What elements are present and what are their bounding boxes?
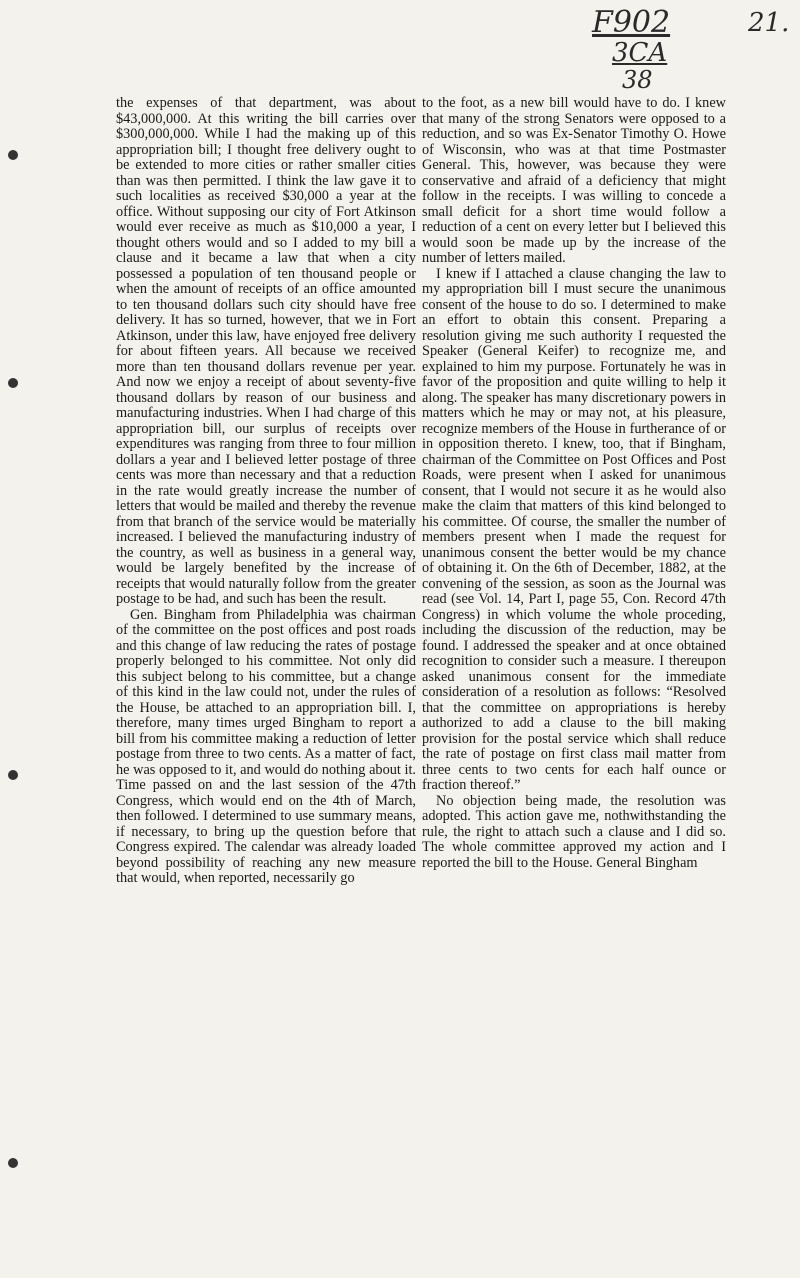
handwritten-code: F902 xyxy=(592,5,671,40)
paragraph: to the foot, as a new bill would have to do. I knew that many of the strong Senators were opposed to a reduction, and so was Ex-Senator Timothy O. Howe of Wisconsin, who was at that time Postmaster General. This, however, was because they were conservative and afraid of a deficiency that might follow in the receipts. I was willing to concede a small deficit for a short time would follow a reduction of a cent on every letter but I believed this would soon be made up by the increase of the number of letters mailed. xyxy=(422,95,726,266)
handwritten-subcode: 3CA xyxy=(612,38,668,68)
handwritten-folio: 38 xyxy=(622,66,653,94)
right-text-column xyxy=(422,96,726,871)
paragraph: I knew if I attached a clause changing the law to my appropriation bill I must secure the unanimous consent of the house to do so. I determined to make an effort to obtain this consent. Preparing a resolution giving me such authority I requested the Speaker (General Keifer) to recognize me, and explained to him my purpose. Fortunately he was in favor of the proposition and quite willing to help it along. The speaker has many discretionary powers in matters which he may or may not, at his pleasure, recognize members of the House in furtherance of or in opposition thereto. I knew, too, that if Bingham, chairman of the Committee on Post Offices and Post Roads, were present when I asked for unanimous consent, that I would not secure it as he would also make the claim that matters of this kind belonged to his committee. Of course, the smaller the number of members present when I made the request for unanimous consent the better would be my chance of obtaining it. On the 6th of December, 1882, at the convening of the session, as soon as the Journal was read (see Vol. 14, Part I, page 55, Con. Record 47th Congress) in which volume the whole proceding, including the discussion of the reduction, may be found. I addressed the speaker and at once obtained recognition to consider such a measure. I thereupon asked unanimous consent for the immediate consideration of a resolution as follows: “Resolved that the committee on appropriations is hereby authorized to add a clause to the bill making provision for the postal service which shall reduce the rate of postage on first class mail matter from three cents to two cents for each half ounce or fraction thereof.” xyxy=(422,265,726,793)
paragraph: No objection being made, the resolution was adopted. This action gave me, nothwithstanding the rule, the right to attach such a clause and I did so. The whole committee approved my action and I reported the bill to the House. General Bingham xyxy=(422,792,726,871)
punch-hole-mark xyxy=(8,150,18,160)
punch-hole-mark xyxy=(8,378,18,388)
page-number: 21. xyxy=(748,8,790,38)
punch-hole-mark xyxy=(8,770,18,780)
punch-hole-mark xyxy=(8,1158,18,1168)
paragraph: Gen. Bingham from Philadelphia was chairman of the committee on the post offices and post roads and this change of law reducing the rates of postage properly belonged to his committee. Not only did this subject belong to his committee, but a change of this kind in the law could not, under the rules of the House, be attached to an appropriation bill. I, therefore, many times urged Bingham to report a bill from his committee making a reduction of letter postage from three to two cents. As a matter of fact, he was opposed to it, and would do nothing about it. Time passed on and the last session of the 47th Congress, which would end on the 4th of March, then followed. I determined to use summary means, if necessary, to bring up the question before that Congress expired. The calendar was already loaded beyond possibility of reaching any new measure that would, when reported, necessarily go xyxy=(116,606,416,886)
paragraph: the expenses of that department, was about $43,000,000. At this writing the bill carries over $300,000,000. While I had the making up of this appropriation bill; I thought free delivery ought to be extended to more cities or rather smaller cities than was then permitted. I think the law gave it to such localities as received $30,000 a year at the office. Without supposing our city of Fort Atkinson would ever receive as much as $10,000 a year, I thought others would and so I added to my bill a clause and it became a law that when a city possessed a population of ten thousand people or when the amount of receipts of an office amounted to ten thousand dollars such city should have free delivery. It has so turned, however, that we in Fort Atkinson, under this law, have enjoyed free delivery for about fifteen years. All because we received more than ten thousand dollars revenue per year. And now we enjoy a receipt of about seventy-five thousand dollars by reason of our business and manufacturing industries. When I had charge of this appropriation bill, our surplus of receipts over expenditures was ranging from three to four million dollars a year and I believed letter postage of three cents was more than necessary and that a reduction in the rate would greatly increase the number of letters that would be mailed and thereby the revenue from that branch of the service would be materially increased. I believed the manufacturing industry of the country, as well as business in a general way, would be largely benefited by the increase of receipts that would naturally follow from the greater postage to be had, and such has been the result. xyxy=(116,95,416,607)
left-text-column xyxy=(116,96,416,887)
